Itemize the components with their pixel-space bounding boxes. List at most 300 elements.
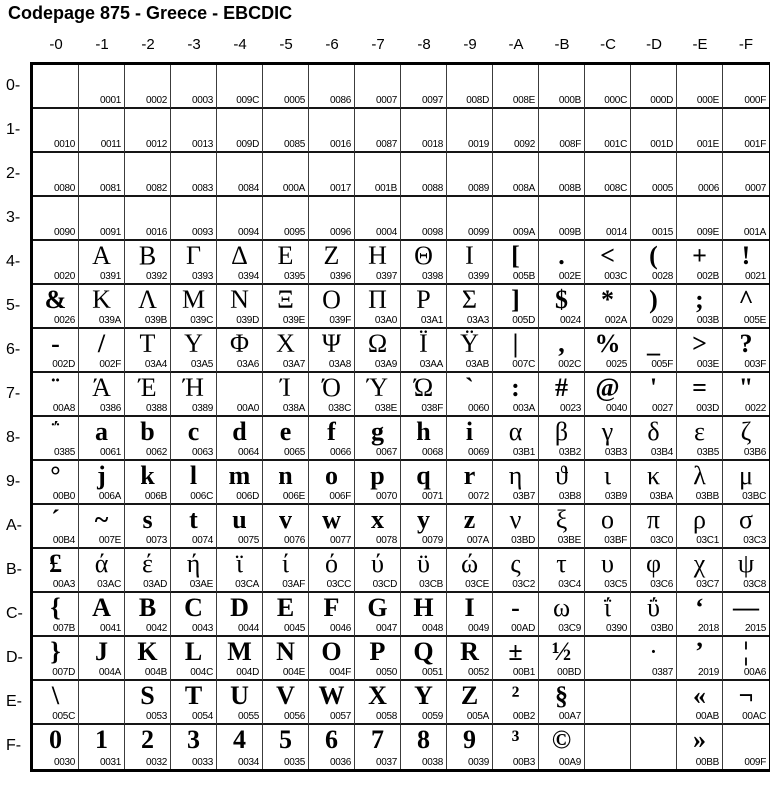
cell-char: $ <box>555 285 568 314</box>
cell-char: y <box>417 505 430 534</box>
cell-codepoint: 001B <box>374 183 397 194</box>
cell-codepoint: 0027 <box>651 403 673 414</box>
cell-char: U <box>230 681 249 710</box>
cell-codepoint: 0018 <box>421 139 443 150</box>
row-header-3: 3- <box>6 209 21 226</box>
cell-codepoint: 0038 <box>421 757 443 768</box>
cell-char: § <box>555 681 568 710</box>
cell-codepoint: 007A <box>466 535 489 546</box>
cell-char: ` <box>465 373 474 402</box>
cell-codepoint: 038F <box>421 403 443 414</box>
cell-char: χ <box>693 549 706 578</box>
char-cell <box>493 197 539 241</box>
cell-codepoint: 008C <box>604 183 627 194</box>
cell-codepoint: 0056 <box>283 711 305 722</box>
char-cell <box>631 373 677 417</box>
cell-codepoint: 0005 <box>283 95 305 106</box>
cell-char: ψ <box>737 549 755 578</box>
char-cell <box>493 241 539 285</box>
cell-codepoint: 0094 <box>237 227 259 238</box>
cell-char: « <box>693 681 706 710</box>
cell-codepoint: 03A1 <box>420 315 443 326</box>
char-cell <box>309 65 355 109</box>
cell-codepoint: 0054 <box>191 711 213 722</box>
cell-codepoint: 001A <box>743 227 766 238</box>
cell-codepoint: 03BD <box>511 535 535 546</box>
char-cell <box>355 153 401 197</box>
char-cell <box>263 109 309 153</box>
char-cell <box>539 725 585 769</box>
cell-char: 7 <box>371 725 384 754</box>
char-cell <box>401 373 447 417</box>
char-cell <box>171 329 217 373</box>
cell-codepoint: 03C4 <box>558 579 581 590</box>
cell-codepoint: 002F <box>99 359 121 370</box>
cell-codepoint: 006C <box>190 491 213 502</box>
cell-codepoint: 0020 <box>53 271 75 282</box>
cell-codepoint: 0071 <box>421 491 443 502</box>
cell-char: Η <box>368 241 387 270</box>
char-cell <box>631 637 677 681</box>
char-cell <box>677 637 723 681</box>
cell-codepoint: 0032 <box>145 757 167 768</box>
cell-codepoint: 0028 <box>651 271 673 282</box>
cell-codepoint: 007D <box>52 667 75 678</box>
cell-codepoint: 03CB <box>419 579 443 590</box>
cell-char: ³ <box>511 725 520 754</box>
cell-codepoint: 0097 <box>421 95 443 106</box>
cell-char: Ω <box>367 329 388 358</box>
cell-char: Β <box>138 241 157 270</box>
cell-codepoint: 0036 <box>329 757 351 768</box>
cell-codepoint: 0092 <box>513 139 535 150</box>
cell-char: ύ <box>371 549 384 578</box>
char-cell <box>723 681 769 725</box>
char-cell <box>125 373 171 417</box>
cell-codepoint: 0041 <box>99 623 121 634</box>
char-cell <box>309 285 355 329</box>
cell-char: u <box>232 505 247 534</box>
cell-char: Ώ <box>413 373 434 402</box>
char-cell <box>217 241 263 285</box>
cell-char: C <box>184 593 203 622</box>
char-cell <box>493 461 539 505</box>
cell-codepoint: 003D <box>696 403 719 414</box>
cell-codepoint: 03AA <box>419 359 443 370</box>
char-cell <box>171 285 217 329</box>
cell-char: N <box>276 637 295 666</box>
char-cell <box>539 197 585 241</box>
char-cell <box>539 329 585 373</box>
cell-char: J <box>95 637 108 666</box>
char-cell <box>171 65 217 109</box>
char-cell <box>723 461 769 505</box>
cell-codepoint: 03BF <box>604 535 627 546</box>
char-cell <box>355 681 401 725</box>
char-cell <box>355 329 401 373</box>
cell-codepoint: 0026 <box>53 315 75 326</box>
char-cell <box>263 637 309 681</box>
cell-char: H <box>413 593 434 622</box>
char-cell <box>33 285 79 329</box>
cell-codepoint: 003C <box>604 271 627 282</box>
cell-char: a <box>95 417 108 446</box>
char-cell <box>585 329 631 373</box>
cell-char: 9 <box>463 725 476 754</box>
cell-codepoint: 00AC <box>742 711 766 722</box>
cell-char: L <box>184 637 203 666</box>
column-header-B: -B <box>554 36 570 53</box>
cell-char: \ <box>51 681 60 710</box>
cell-codepoint: 005F <box>651 359 673 370</box>
cell-char: Ί <box>280 373 291 402</box>
cell-char: A <box>92 593 111 622</box>
cell-codepoint: 0072 <box>467 491 489 502</box>
char-cell <box>447 241 493 285</box>
char-cell <box>309 329 355 373</box>
cell-char: ά <box>94 549 109 578</box>
char-cell <box>33 153 79 197</box>
cell-char: - <box>511 593 520 622</box>
cell-codepoint: 0070 <box>375 491 397 502</box>
cell-codepoint: 0081 <box>99 183 121 194</box>
char-cell <box>33 197 79 241</box>
cell-char: ½ <box>551 637 572 666</box>
cell-char: x <box>371 505 384 534</box>
char-cell <box>401 417 447 461</box>
cell-codepoint: 004D <box>236 667 259 678</box>
char-cell <box>125 241 171 285</box>
cell-char: Ψ <box>321 329 342 358</box>
cell-char: 2 <box>141 725 154 754</box>
cell-codepoint: 0391 <box>99 271 121 282</box>
cell-codepoint: 0052 <box>467 667 489 678</box>
char-cell <box>493 637 539 681</box>
cell-codepoint: 03A4 <box>144 359 167 370</box>
char-cell <box>125 637 171 681</box>
cell-char: Ι <box>465 241 474 270</box>
char-cell <box>677 329 723 373</box>
char-cell <box>33 329 79 373</box>
cell-codepoint: 003B <box>696 315 719 326</box>
char-cell <box>171 593 217 637</box>
char-cell <box>355 65 401 109</box>
char-cell <box>79 549 125 593</box>
cell-char: 5 <box>279 725 292 754</box>
char-cell <box>631 725 677 769</box>
cell-char: Φ <box>229 329 249 358</box>
cell-char: b <box>140 417 155 446</box>
char-cell <box>631 153 677 197</box>
cell-codepoint: 00A3 <box>52 579 75 590</box>
cell-char: v <box>279 505 292 534</box>
char-cell <box>309 373 355 417</box>
cell-char: Κ <box>92 285 111 314</box>
cell-codepoint: 00A6 <box>743 667 766 678</box>
char-cell <box>493 373 539 417</box>
char-cell <box>723 373 769 417</box>
char-cell <box>79 373 125 417</box>
column-header-C: -C <box>600 36 616 53</box>
cell-char: * <box>601 285 614 314</box>
cell-char: g <box>371 417 384 446</box>
char-cell <box>355 637 401 681</box>
char-cell <box>217 65 263 109</box>
cell-codepoint: 009D <box>236 139 259 150</box>
cell-codepoint: 0064 <box>237 447 259 458</box>
cell-codepoint: 0075 <box>237 535 259 546</box>
char-cell <box>401 153 447 197</box>
char-cell <box>493 549 539 593</box>
cell-codepoint: 0014 <box>605 227 627 238</box>
char-cell <box>447 197 493 241</box>
char-cell <box>447 329 493 373</box>
cell-char: ^ <box>738 285 754 314</box>
char-cell <box>631 505 677 549</box>
cell-codepoint: 0005 <box>651 183 673 194</box>
cell-char: p <box>370 461 385 490</box>
cell-char: ή <box>186 549 201 578</box>
cell-codepoint: 005E <box>743 315 766 326</box>
char-cell <box>631 549 677 593</box>
cell-codepoint: 03A0 <box>374 315 397 326</box>
cell-char: i <box>465 417 474 446</box>
cell-codepoint: 0388 <box>145 403 167 414</box>
cell-codepoint: 009C <box>236 95 259 106</box>
cell-char: 4 <box>233 725 246 754</box>
cell-char: Z <box>460 681 479 710</box>
cell-codepoint: 0066 <box>329 447 351 458</box>
cell-codepoint: 0398 <box>421 271 443 282</box>
cell-codepoint: 003F <box>744 359 766 370</box>
char-cell <box>677 285 723 329</box>
cell-codepoint: 004A <box>98 667 121 678</box>
cell-char: / <box>97 329 106 358</box>
char-cell <box>539 681 585 725</box>
char-cell <box>33 725 79 769</box>
cell-char: ? <box>739 329 753 358</box>
char-cell <box>217 505 263 549</box>
cell-codepoint: 005B <box>512 271 535 282</box>
cell-char: Π <box>368 285 387 314</box>
char-cell <box>585 197 631 241</box>
column-header-7: -7 <box>371 36 385 53</box>
char-cell <box>539 241 585 285</box>
cell-char: Γ <box>185 241 202 270</box>
char-cell <box>493 593 539 637</box>
cell-char: ο <box>601 505 614 534</box>
cell-codepoint: 006E <box>282 491 305 502</box>
cell-char: S <box>140 681 155 710</box>
char-cell <box>171 197 217 241</box>
char-cell <box>263 549 309 593</box>
cell-codepoint: 0077 <box>329 535 351 546</box>
cell-codepoint: 0057 <box>329 711 351 722</box>
cell-codepoint: 008A <box>512 183 535 194</box>
cell-char: l <box>189 461 198 490</box>
char-cell <box>677 549 723 593</box>
char-cell <box>493 153 539 197</box>
cell-codepoint: 0088 <box>421 183 443 194</box>
cell-char: ¦ <box>743 637 749 666</box>
cell-char: o <box>325 461 338 490</box>
cell-codepoint: 039D <box>236 315 259 326</box>
cell-codepoint: 0053 <box>145 711 167 722</box>
char-cell <box>79 461 125 505</box>
char-cell <box>33 505 79 549</box>
cell-char: ρ <box>693 505 706 534</box>
char-cell <box>723 153 769 197</box>
cell-codepoint: 0047 <box>375 623 397 634</box>
cell-char: % <box>594 329 621 358</box>
cell-codepoint: 0087 <box>375 139 397 150</box>
char-cell <box>171 461 217 505</box>
cell-codepoint: 03C3 <box>743 535 766 546</box>
cell-char: Ζ <box>323 241 340 270</box>
cell-codepoint: 0046 <box>329 623 351 634</box>
cell-char: ό <box>325 549 338 578</box>
cell-char: ξ <box>555 505 568 534</box>
char-cell <box>263 505 309 549</box>
cell-codepoint: 0385 <box>53 447 75 458</box>
cell-codepoint: 0037 <box>375 757 397 768</box>
column-header-4: -4 <box>233 36 247 53</box>
cell-char: q <box>416 461 431 490</box>
cell-codepoint: 0390 <box>605 623 627 634</box>
row-header-B: B- <box>6 561 22 578</box>
char-cell <box>401 681 447 725</box>
cell-char: Υ <box>184 329 203 358</box>
cell-codepoint: 0084 <box>237 183 259 194</box>
char-cell <box>79 285 125 329</box>
cell-char: ε <box>694 417 705 446</box>
cell-char: & <box>44 285 67 314</box>
cell-codepoint: 00B2 <box>512 711 535 722</box>
cell-char: ώ <box>460 549 479 578</box>
char-cell <box>401 725 447 769</box>
cell-codepoint: 03B6 <box>743 447 766 458</box>
cell-char: ' <box>649 373 658 402</box>
cell-codepoint: 000C <box>604 95 627 106</box>
char-cell <box>447 109 493 153</box>
cell-codepoint: 0387 <box>651 667 673 678</box>
char-cell <box>79 329 125 373</box>
cell-codepoint: 0055 <box>237 711 259 722</box>
cell-char: ! <box>741 241 751 270</box>
column-header-6: -6 <box>325 36 339 53</box>
char-cell <box>171 681 217 725</box>
cell-codepoint: 0002 <box>145 95 167 106</box>
cell-char: e <box>279 417 292 446</box>
cell-codepoint: 03A9 <box>374 359 397 370</box>
cell-codepoint: 03CE <box>465 579 489 590</box>
cell-codepoint: 0062 <box>145 447 167 458</box>
char-cell <box>677 461 723 505</box>
char-cell <box>631 65 677 109</box>
char-cell <box>79 197 125 241</box>
cell-char: β <box>554 417 569 446</box>
char-cell <box>631 681 677 725</box>
page-title: Codepage 875 - Greece - EBCDIC <box>8 3 293 23</box>
cell-codepoint: 007C <box>512 359 535 370</box>
cell-char: R <box>460 637 479 666</box>
cell-codepoint: 00B4 <box>52 535 75 546</box>
cell-char: ‘ <box>695 593 704 622</box>
char-cell <box>723 241 769 285</box>
cell-codepoint: 0015 <box>651 227 673 238</box>
cell-codepoint: 0059 <box>421 711 443 722</box>
char-cell <box>723 417 769 461</box>
char-cell <box>493 681 539 725</box>
cell-char: k <box>140 461 155 490</box>
cell-codepoint: 0069 <box>467 447 489 458</box>
char-cell <box>125 681 171 725</box>
char-cell <box>585 461 631 505</box>
cell-char: φ <box>645 549 661 578</box>
cell-codepoint: 0061 <box>99 447 121 458</box>
cell-char: f <box>327 417 336 446</box>
cell-codepoint: 2019 <box>697 667 719 678</box>
cell-codepoint: 0393 <box>191 271 213 282</box>
char-cell <box>493 505 539 549</box>
char-cell <box>171 725 217 769</box>
char-cell <box>355 109 401 153</box>
cell-char: t <box>189 505 198 534</box>
cell-char: ι <box>604 461 611 490</box>
cell-codepoint: 0090 <box>53 227 75 238</box>
char-cell <box>355 417 401 461</box>
cell-codepoint: 003A <box>512 403 535 414</box>
cell-codepoint: 009E <box>696 227 719 238</box>
char-cell <box>309 241 355 285</box>
cell-char: κ <box>646 461 661 490</box>
cell-char: έ <box>142 549 153 578</box>
cell-codepoint: 039E <box>282 315 305 326</box>
char-cell <box>79 593 125 637</box>
cell-char: μ <box>739 461 753 490</box>
cell-char: M <box>227 637 252 666</box>
cell-char: Χ <box>276 329 295 358</box>
codepage-grid <box>33 65 769 769</box>
cell-codepoint: 002C <box>558 359 581 370</box>
char-cell <box>263 285 309 329</box>
cell-codepoint: 0043 <box>191 623 213 634</box>
row-header-D: D- <box>6 649 23 666</box>
row-header-E: E- <box>6 693 22 710</box>
char-cell <box>79 65 125 109</box>
cell-char: » <box>693 725 706 754</box>
cell-codepoint: 03C8 <box>743 579 766 590</box>
cell-char: D <box>230 593 249 622</box>
char-cell <box>125 197 171 241</box>
char-cell <box>723 593 769 637</box>
cell-char: τ <box>556 549 567 578</box>
char-cell <box>401 505 447 549</box>
cell-char: [ <box>511 241 520 270</box>
cell-codepoint: 0022 <box>744 403 766 414</box>
cell-codepoint: 004F <box>329 667 351 678</box>
cell-codepoint: 0067 <box>375 447 397 458</box>
char-cell <box>355 549 401 593</box>
cell-char: Ϋ <box>460 329 479 358</box>
cell-codepoint: 00BB <box>695 757 719 768</box>
cell-codepoint: 0031 <box>99 757 121 768</box>
cell-char: γ <box>601 417 614 446</box>
row-header-6: 6- <box>6 341 21 358</box>
cell-codepoint: 00B3 <box>512 757 535 768</box>
char-cell <box>401 593 447 637</box>
char-cell <box>217 329 263 373</box>
